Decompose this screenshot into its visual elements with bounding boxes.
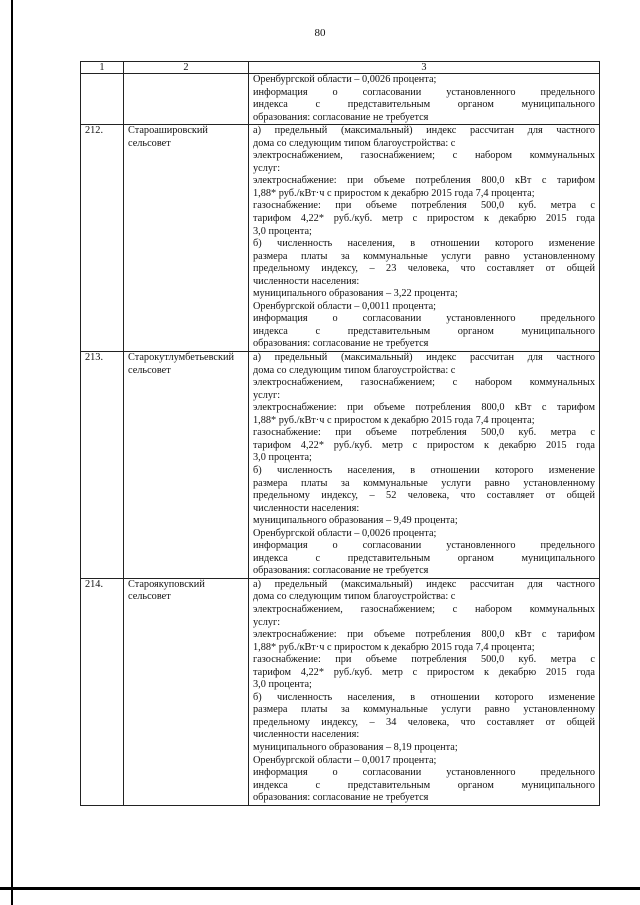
text-line: образования: согласование не требуется [253, 792, 429, 804]
row-number: 212. [81, 125, 124, 352]
text-line: муниципального образования – 9,49 процента; [253, 515, 458, 527]
text-line: сельсовет [128, 591, 171, 603]
text-line: предельному индексу, – 34 человека, что составляет от общей [253, 716, 595, 728]
text-line: электроснабжением, газоснабжением; с набором коммунальных [253, 377, 595, 389]
text-line: 3,0 процента; [253, 452, 312, 464]
text-line: образования: согласование не требуется [253, 338, 429, 350]
scan-left-edge [11, 0, 13, 905]
text-line: электроснабжение: при объеме потребления 800,0 кВт с тарифом [253, 402, 595, 414]
text-line: численности населения: [253, 502, 360, 514]
text-line: индекса с представительным органом муниципального [253, 99, 595, 111]
text-line: информация о согласовании установленного предельного [253, 540, 595, 552]
text-line: индекса с представительным органом муниципального [253, 552, 595, 564]
text-line: сельсовет [128, 137, 171, 149]
text-line: электроснабжением, газоснабжением; с набором коммунальных [253, 150, 595, 162]
text-line: муниципального образования – 8,19 процента; [253, 741, 458, 753]
index-description [249, 578, 600, 805]
document-table [80, 61, 600, 806]
continuation-row [81, 74, 600, 125]
text-line: размера платы за коммунальные услуги равно установленному [253, 477, 595, 489]
text-line: Староаширoвский [128, 125, 208, 137]
text-line: Старокутлумбетьевский [128, 352, 234, 364]
table-row [81, 352, 600, 579]
text-line: Оренбургской области – 0,0017 процента; [253, 754, 437, 766]
text-line: газоснабжение: при объеме потребления 500,0 куб. метра с [253, 200, 595, 212]
text-line: услуг: [253, 162, 281, 174]
text-line: 3,0 процента; [253, 225, 312, 237]
text-line: электроснабжением, газоснабжением; с набором коммунальных [253, 603, 595, 615]
text-line: дома со следующим типом благоустройства: с [253, 137, 456, 149]
row-number: 213. [81, 352, 124, 579]
text-line: б) численность населения, в отношении которого изменение [253, 464, 595, 476]
text-line: размера платы за коммунальные услуги равно установленному [253, 250, 595, 262]
text-line: тарифом 4,22* руб./куб. метр с приростом к декабрю 2015 года [253, 439, 595, 451]
table-row [81, 578, 600, 805]
text-line: образования: согласование не требуется [253, 111, 429, 123]
header-col-3: 3 [249, 62, 600, 74]
header-row [81, 62, 600, 74]
text-line: тарифом 4,22* руб./куб. метр с приростом к декабрю 2015 года [253, 213, 595, 225]
text-line: численности населения: [253, 729, 360, 741]
text-line: Оренбургской области – 0,0011 процента; [253, 300, 436, 312]
text-line: 1,88* руб./кВт·ч с приростом к декабрю 2015 года 7,4 процента; [253, 641, 535, 653]
text-line: размера платы за коммунальные услуги равно установленному [253, 704, 595, 716]
text-line: численности населения: [253, 275, 360, 287]
continuation-num-cell [81, 74, 124, 125]
text-line: дома со следующим типом благоустройства: с [253, 364, 456, 376]
text-line: индекса с представительным органом муниципального [253, 779, 595, 791]
text-line: 1,88* руб./кВт·ч с приростом к декабрю 2015 года 7,4 процента; [253, 187, 535, 199]
text-line: услуг: [253, 616, 281, 628]
text-line: образования: согласование не требуется [253, 565, 429, 577]
table-body [81, 74, 600, 806]
settlement-name [124, 352, 249, 579]
text-line: 3,0 процента; [253, 679, 312, 691]
index-description [249, 125, 600, 352]
text-line: информация о согласовании установленного предельного [253, 86, 595, 98]
text-line: газоснабжение: при объеме потребления 500,0 куб. метра с [253, 427, 595, 439]
index-description [249, 352, 600, 579]
header-col-2: 2 [124, 62, 249, 74]
settlement-name [124, 125, 249, 352]
text-line: а) предельный (максимальный) индекс рассчитан для частного [253, 125, 595, 137]
text-line: газоснабжение: при объеме потребления 500,0 куб. метра с [253, 654, 595, 666]
text-line: 1,88* руб./кВт·ч с приростом к декабрю 2015 года 7,4 процента; [253, 414, 535, 426]
text-line: а) предельный (максимальный) индекс рассчитан для частного [253, 578, 595, 590]
text-line: предельному индексу, – 52 человека, что составляет от общей [253, 490, 595, 502]
text-line: дома со следующим типом благоустройства: с [253, 591, 456, 603]
text-line: Оренбургской области – 0,0026 процента; [253, 527, 437, 539]
text-line: информация о согласовании установленного предельного [253, 313, 595, 325]
settlement-name [124, 578, 249, 805]
table-header [81, 62, 600, 74]
text-line: предельному индексу, – 23 человека, что составляет от общей [253, 263, 595, 275]
text-line: электроснабжение: при объеме потребления 800,0 кВт с тарифом [253, 629, 595, 641]
text-line: б) численность населения, в отношении которого изменение [253, 238, 595, 250]
scan-bottom-edge [0, 887, 640, 890]
text-line: услуг: [253, 389, 281, 401]
table-row [81, 125, 600, 352]
text-line: индекса с представительным органом муниципального [253, 325, 595, 337]
text-line: информация о согласовании установленного предельного [253, 767, 595, 779]
text-line: сельсовет [128, 364, 171, 376]
text-line: а) предельный (максимальный) индекс рассчитан для частного [253, 352, 595, 364]
text-line: Староякуповский [128, 578, 205, 590]
page-number: 80 [314, 27, 326, 39]
text-line: тарифом 4,22* руб./куб. метр с приростом к декабрю 2015 года [253, 666, 595, 678]
text-line: б) численность населения, в отношении которого изменение [253, 691, 595, 703]
continuation-text-cell [249, 74, 600, 125]
text-line: электроснабжение: при объеме потребления 800,0 кВт с тарифом [253, 175, 595, 187]
text-line: Оренбургской области – 0,0026 процента; [253, 74, 437, 85]
text-line: муниципального образования – 3,22 процента; [253, 288, 458, 300]
continuation-name-cell [124, 74, 249, 125]
row-number: 214. [81, 578, 124, 805]
header-col-1: 1 [81, 62, 124, 74]
